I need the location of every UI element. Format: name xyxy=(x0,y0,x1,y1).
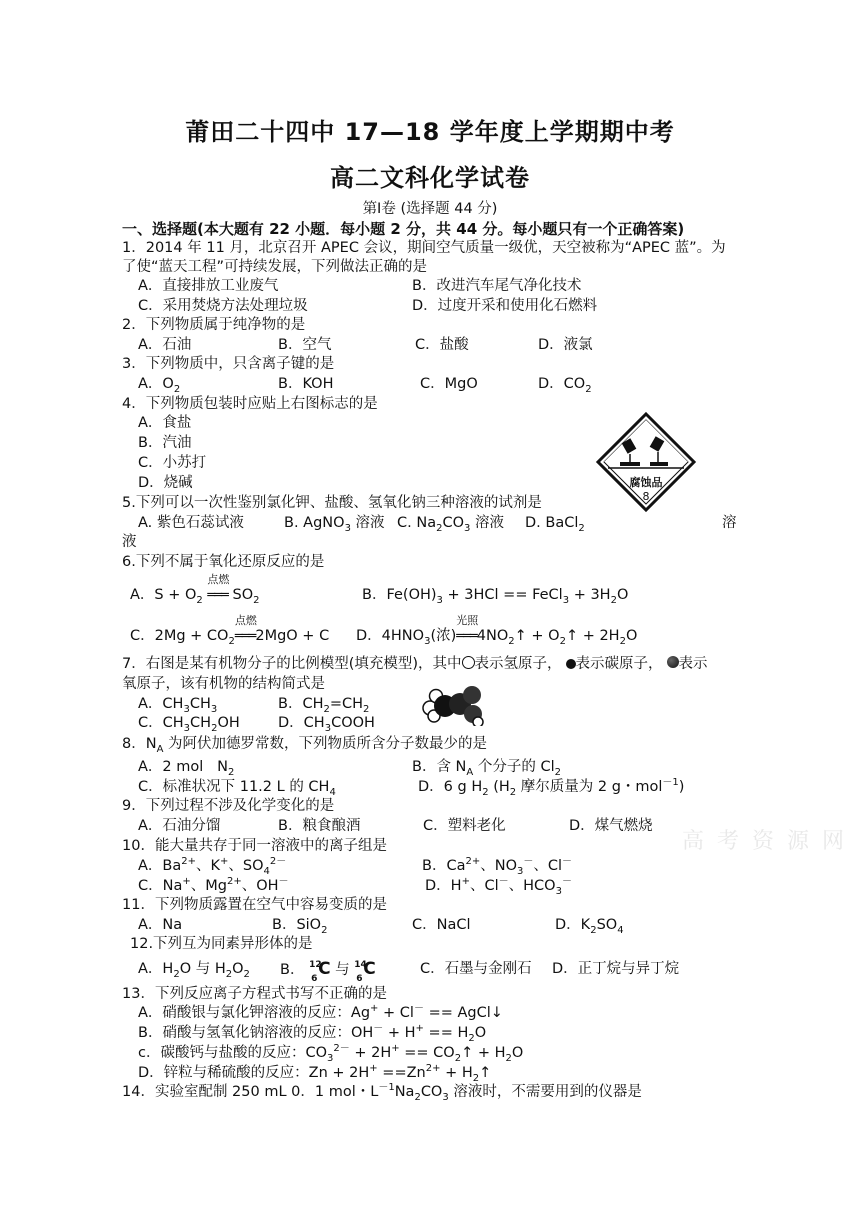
exam-subtitle: 高二文科化学试卷 xyxy=(330,164,530,192)
part-heading: 第Ⅰ卷 (选择题 44 分) xyxy=(362,201,498,217)
question-10-stem: 10．能大量共存于同一溶液中的离子组是 xyxy=(122,838,387,854)
q11-option-a: A．Na xyxy=(138,917,183,933)
question-5-stem: 5.下列可以一次性鉴别氯化钾、盐酸、氢氧化钠三种溶液的试剂是 xyxy=(122,495,542,511)
exam-title: 莆田二十四中 17—18 学年度上学期期中考 xyxy=(185,118,675,146)
q13-option-c: c．碳酸钙与盐酸的反应：$CO_3^{2-} + 2H^+$ == $CO_2↑ + H_2O$ xyxy=(138,1043,524,1064)
q9-option-b: B．粮食酿酒 xyxy=(278,818,361,834)
q7-option-c: C．$CH_3CH_2OH$ xyxy=(138,715,240,734)
q7-option-a: A．$CH_3CH_3$ xyxy=(138,696,218,715)
question-1-stem-cont: 了使“蓝天工程”可持续发展，下列做法正确的是 xyxy=(122,259,428,275)
q1-option-d: D．过度开采和使用化石燃料 xyxy=(412,298,598,314)
q1-option-b: B．改进汽车尾气净化技术 xyxy=(412,278,582,294)
q5-option-d-wrap-next: 液 xyxy=(122,534,137,550)
q9-option-c: C．塑料老化 xyxy=(423,818,506,834)
q12-option-d: D．正丁烷与异丁烷 xyxy=(552,961,680,977)
q11-option-b: B．SiO$_2$ xyxy=(272,917,328,936)
corrosive-hazard-icon xyxy=(594,410,698,514)
question-3-stem: 3．下列物质中，只含离子键的是 xyxy=(122,356,335,372)
question-2-stem: 2．下列物质属于纯净物的是 xyxy=(122,317,306,333)
q6-option-c: C．$2Mg + CO_2$ 点燃 ═══2MgO + C xyxy=(130,614,330,647)
q4-option-b: B．汽油 xyxy=(138,435,192,451)
q4-option-c: C．小苏打 xyxy=(138,455,207,471)
section-heading: 一、选择题(本大题有 22 小题．每小题 2 分，共 44 分。每小题只有一个正确答案) xyxy=(122,220,685,238)
q5-option-b: B. AgNO$_3$ 溶液 xyxy=(284,515,385,534)
question-1-stem: 1．2014 年 11 月，北京召开 APEC 会议，期间空气质量一级优，天空被称为“APEC 蓝”。为 xyxy=(122,240,726,256)
sign-number: 8 xyxy=(642,490,650,503)
molecule-model-icon xyxy=(420,682,484,726)
question-12-stem: 12.下列互为同素异形体的是 xyxy=(130,936,313,952)
watermark: 高 考 资 源 网 xyxy=(682,829,847,854)
q2-option-d: D．液氯 xyxy=(538,337,593,353)
q11-option-d: D．$K_2SO_4$ xyxy=(555,917,624,936)
q4-option-d: D．烧碱 xyxy=(138,475,193,491)
q9-option-d: D．煤气燃烧 xyxy=(569,818,653,834)
q7-option-b: B．$CH_2=CH_2$ xyxy=(278,696,370,715)
question-6-stem: 6.下列不属于氧化还原反应的是 xyxy=(122,554,325,570)
q11-option-c: C．NaCl xyxy=(412,917,471,933)
question-14-stem: 14．实验室配制 250 mL 0．1 mol・$L^{-1}Na_2CO_3$ 溶液时，不需要用到的仪器是 xyxy=(122,1082,642,1103)
q12-option-b: B． 12 6 C 与 14 6 C xyxy=(280,959,376,984)
q4-option-a: A．食盐 xyxy=(138,415,192,431)
question-8-stem: 8．$N_A$ 为阿伏加德罗常数，下列物质所含分子数最少的是 xyxy=(122,736,488,755)
q1-option-c: C．采用焚烧方法处理垃圾 xyxy=(138,298,308,314)
question-4-stem: 4．下列物质包装时应贴上右图标志的是 xyxy=(122,396,378,412)
q10-option-a: A．$Ba^{2+}$、K+、$SO_4^{2-}$ xyxy=(138,856,287,877)
q3-option-a: A．$O_2$ xyxy=(138,376,181,395)
q10-option-b: B．$Ca^{2+}$、$NO_3^-$、Cl－ xyxy=(422,856,573,877)
q5-option-c: C. $Na_2CO_3$ 溶液 xyxy=(397,515,504,534)
question-13-stem: 13．下列反应离子方程式书写不正确的是 xyxy=(122,986,387,1002)
q10-option-c: C．Na+、$Mg^{2+}$、OH－ xyxy=(138,876,289,894)
q13-option-d: D．锌粒与稀硫酸的反应：$Zn + 2H^+ ==Zn^{2+}$ + $H_2↑$ xyxy=(138,1063,492,1084)
q13-option-a: A．硝酸银与氯化钾溶液的反应：Ag+ + Cl－ == AgCl↓ xyxy=(138,1003,503,1021)
q6-option-d: D．$4HNO_3$(浓) 光照 $═══4NO_2↑$ + $O_2↑ + 2H_2O$ xyxy=(356,614,638,647)
q5-option-d-wrap: 溶 xyxy=(722,515,737,531)
question-9-stem: 9．下列过程不涉及化学变化的是 xyxy=(122,798,335,814)
q8-option-c: C．标准状况下 11.2 L 的 $CH_4$ xyxy=(138,779,336,798)
q6-option-b: B．$Fe(OH)_3 + 3HCl$ == FeCl$_3$ + $3H_2O$ xyxy=(362,587,629,606)
q10-option-d: D．H+、Cl－、$HCO_3^-$ xyxy=(425,876,572,897)
q6-option-a: A．$S + O_2$ 点燃 ═══ $SO_2$ xyxy=(130,573,260,606)
q2-option-a: A．石油 xyxy=(138,337,192,353)
q2-option-b: B．空气 xyxy=(278,337,332,353)
sign-label: 腐蚀品 xyxy=(629,476,663,489)
q8-option-d: D．6 g $H_2$ ($H_2$ 摩尔质量为 2 g・mol$^{-1}$) xyxy=(418,777,685,798)
q8-option-a: A．2 mol $N_2$ xyxy=(138,759,235,778)
oxygen-atom-icon xyxy=(667,656,679,668)
question-7-stem: 7．右图是某有机物分子的比例模型(填充模型)，其中 表示氢原子， 表示碳原子， 表示 xyxy=(122,656,708,672)
q1-option-a: A．直接排放工业废气 xyxy=(138,278,279,294)
question-7-stem-cont: 氧原子，该有机物的结构简式是 xyxy=(122,676,325,692)
q3-option-c: C．MgO xyxy=(420,376,478,392)
q8-option-b: B．含 $N_A$ 个分子的 $Cl_2$ xyxy=(412,759,561,778)
q2-option-c: C．盐酸 xyxy=(415,337,469,353)
q13-option-b: B．硝酸与氢氧化钠溶液的反应：$OH^- + H^+ == H_2O$ xyxy=(138,1023,487,1044)
q5-option-d: D. BaCl$_2$ xyxy=(525,515,585,534)
q12-option-a: A．$H_2O$ 与 $H_2O_2$ xyxy=(138,961,250,980)
hydrogen-atom-icon xyxy=(462,656,475,669)
question-11-stem: 11．下列物质露置在空气中容易变质的是 xyxy=(122,897,387,913)
carbon-atom-icon xyxy=(566,659,576,669)
q5-option-a: A. 紫色石蕊试液 xyxy=(138,515,244,531)
q7-option-d: D．$CH_3COOH$ xyxy=(278,715,375,734)
q3-option-d: D．$CO_2$ xyxy=(538,376,592,395)
q9-option-a: A．石油分馏 xyxy=(138,818,221,834)
q3-option-b: B．KOH xyxy=(278,376,334,392)
q12-option-c: C．石墨与金刚石 xyxy=(420,961,532,977)
